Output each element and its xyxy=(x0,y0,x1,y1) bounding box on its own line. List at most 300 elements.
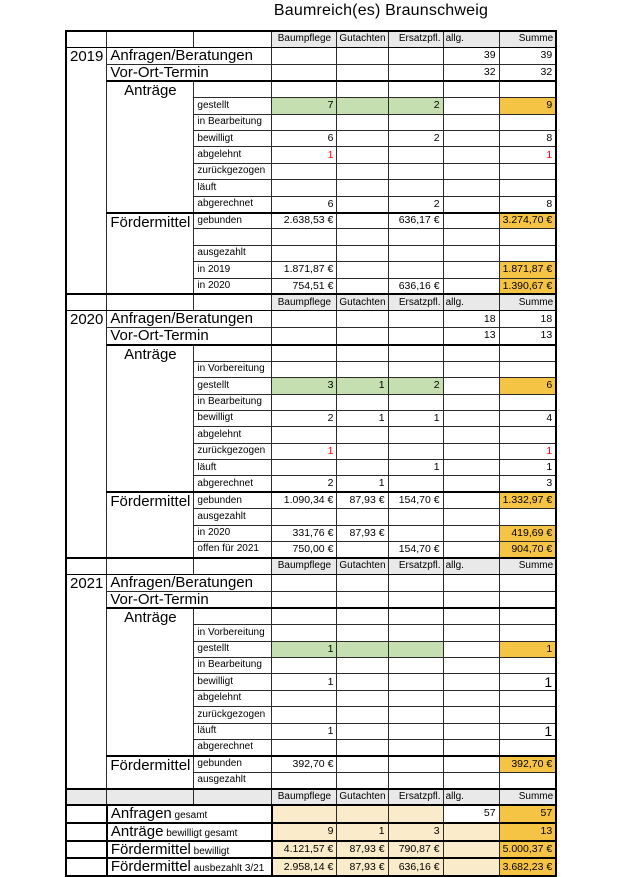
value-cell: 636,17 € xyxy=(388,213,443,229)
row-label: abgerechnet xyxy=(194,196,272,212)
value-cell xyxy=(443,690,499,706)
value-cell: 1 xyxy=(272,723,337,739)
value-cell: 1 xyxy=(499,460,556,476)
value-cell xyxy=(388,328,443,345)
column-header-gutachten: Gutachten xyxy=(337,558,388,574)
summary-label-main: Anfragen xyxy=(110,805,172,823)
report-table xyxy=(65,30,557,877)
value-cell xyxy=(443,443,499,459)
value-cell xyxy=(499,625,556,641)
value-cell xyxy=(337,114,388,130)
value-cell xyxy=(388,690,443,706)
value-cell: 750,00 € xyxy=(272,542,337,558)
value-cell xyxy=(499,574,556,591)
year-cell: 2020 xyxy=(66,311,107,558)
value-cell xyxy=(337,658,388,674)
value-cell xyxy=(443,574,499,591)
value-cell xyxy=(443,163,499,179)
value-cell xyxy=(272,658,337,674)
foerdermittel-block-label: Fördermittel xyxy=(107,756,194,789)
value-cell: 3 xyxy=(388,823,443,841)
value-cell: 4.121,57 € xyxy=(272,841,337,859)
value-cell: 1 xyxy=(272,147,337,163)
value-cell: 154,70 € xyxy=(388,492,443,508)
page-title: Baumreich(es) Braunschweig xyxy=(273,2,489,19)
value-cell: 392,70 € xyxy=(272,756,337,772)
row-label xyxy=(194,345,272,361)
value-cell: 87,93 € xyxy=(337,858,388,876)
value-cell xyxy=(499,739,556,755)
value-cell: 1 xyxy=(499,674,556,690)
value-cell xyxy=(388,591,443,608)
value-cell xyxy=(499,427,556,443)
value-cell xyxy=(388,245,443,261)
column-header-allg: allg. xyxy=(443,789,499,805)
value-cell xyxy=(337,805,388,823)
value-cell xyxy=(388,64,443,81)
year-cell: 2019 xyxy=(66,47,107,294)
value-cell: 1 xyxy=(499,147,556,163)
value-cell xyxy=(388,427,443,443)
summary-row-label xyxy=(107,805,272,823)
value-cell xyxy=(443,147,499,163)
value-cell xyxy=(499,345,556,361)
row-label: abgerechnet xyxy=(194,739,272,755)
value-cell xyxy=(499,163,556,179)
value-cell xyxy=(443,674,499,690)
column-header-allg: allg. xyxy=(443,31,499,47)
value-cell xyxy=(388,625,443,641)
value-cell: 18 xyxy=(499,311,556,328)
row-label: gestellt xyxy=(194,641,272,657)
value-cell xyxy=(337,163,388,179)
value-cell xyxy=(443,591,499,608)
header-spacer xyxy=(194,294,272,310)
column-header-baumpflege: Baumpflege xyxy=(272,558,337,574)
value-cell xyxy=(443,114,499,130)
value-cell xyxy=(499,772,556,788)
value-cell xyxy=(443,81,499,97)
row-label: gebunden xyxy=(194,213,272,229)
value-cell xyxy=(443,641,499,657)
row-label: offen für 2021 xyxy=(194,542,272,558)
column-header-gutachten: Gutachten xyxy=(337,294,388,310)
row-label: in Vorbereitung xyxy=(194,361,272,377)
value-cell xyxy=(443,723,499,739)
row-label: ausgezahlt xyxy=(194,509,272,525)
column-header-ersatzpfl: Ersatzpfl. xyxy=(388,558,443,574)
value-cell xyxy=(499,81,556,97)
value-cell xyxy=(443,378,499,394)
value-cell xyxy=(337,98,388,114)
value-cell xyxy=(272,180,337,196)
column-header-ersatzpfl: Ersatzpfl. xyxy=(388,31,443,47)
value-cell: 754,51 € xyxy=(272,278,337,294)
section-row-label: Anfragen/Beratungen xyxy=(107,574,272,591)
section-row-label: Anfragen/Beratungen xyxy=(107,311,272,328)
value-cell xyxy=(388,262,443,278)
value-cell xyxy=(388,756,443,772)
row-label: läuft xyxy=(194,460,272,476)
value-cell xyxy=(337,591,388,608)
value-cell: 87,93 € xyxy=(337,841,388,859)
value-cell xyxy=(272,81,337,97)
antraege-block-label: Anträge xyxy=(107,81,194,212)
value-cell xyxy=(272,245,337,261)
value-cell xyxy=(499,658,556,674)
summary-label-main: Fördermittel xyxy=(110,840,191,858)
value-cell: 2.958,14 € xyxy=(272,858,337,876)
row-label: gestellt xyxy=(194,378,272,394)
value-cell xyxy=(499,690,556,706)
value-cell: 7 xyxy=(272,98,337,114)
foerdermittel-block-label: Fördermittel xyxy=(107,213,194,295)
value-cell xyxy=(443,345,499,361)
value-cell: 1.871,87 € xyxy=(272,262,337,278)
value-cell: 331,76 € xyxy=(272,525,337,541)
value-cell xyxy=(443,707,499,723)
value-cell: 2 xyxy=(388,196,443,212)
value-cell xyxy=(388,229,443,245)
value-cell xyxy=(337,361,388,377)
value-cell xyxy=(272,311,337,328)
value-cell: 1 xyxy=(388,410,443,426)
value-cell xyxy=(337,180,388,196)
value-cell xyxy=(272,509,337,525)
value-cell xyxy=(337,229,388,245)
row-label: gestellt xyxy=(194,98,272,114)
summary-spacer xyxy=(66,805,107,823)
summary-row-label xyxy=(107,841,272,859)
value-cell xyxy=(499,509,556,525)
value-cell xyxy=(388,114,443,130)
value-cell xyxy=(499,180,556,196)
summary-label-main: Anträge xyxy=(110,822,164,840)
value-cell xyxy=(337,64,388,81)
value-cell: 6 xyxy=(272,131,337,147)
value-cell: 1.871,87 € xyxy=(499,262,556,278)
value-cell: 904,70 € xyxy=(499,542,556,558)
value-cell xyxy=(337,147,388,163)
section-row-label: Vor-Ort-Termin xyxy=(107,328,272,345)
value-cell xyxy=(337,81,388,97)
value-cell xyxy=(443,262,499,278)
value-cell: 1 xyxy=(337,476,388,492)
column-header-ersatzpfl: Ersatzpfl. xyxy=(388,294,443,310)
row-label: in Bearbeitung xyxy=(194,658,272,674)
header-spacer xyxy=(66,294,107,310)
row-label: bewilligt xyxy=(194,131,272,147)
value-cell xyxy=(337,674,388,690)
section-row-label: Anfragen/Beratungen xyxy=(107,47,272,64)
value-cell: 39 xyxy=(443,47,499,64)
row-label: bewilligt xyxy=(194,410,272,426)
row-label: ausgezahlt xyxy=(194,245,272,261)
value-cell xyxy=(388,739,443,755)
value-cell xyxy=(272,772,337,788)
value-cell: 2 xyxy=(388,378,443,394)
value-cell xyxy=(443,525,499,541)
summary-spacer xyxy=(66,858,107,876)
value-cell xyxy=(337,723,388,739)
summary-row-label xyxy=(107,823,272,841)
row-label: abgelehnt xyxy=(194,427,272,443)
column-header-summe: Summe xyxy=(499,789,556,805)
row-label xyxy=(194,608,272,624)
value-cell xyxy=(388,509,443,525)
value-cell: 1 xyxy=(388,460,443,476)
value-cell xyxy=(443,245,499,261)
header-spacer xyxy=(194,789,272,805)
value-cell xyxy=(443,410,499,426)
value-cell xyxy=(388,47,443,64)
row-label: zurückgezogen xyxy=(194,163,272,179)
summary-spacer xyxy=(66,841,107,859)
row-label: abgelehnt xyxy=(194,147,272,163)
value-cell xyxy=(443,772,499,788)
column-header-baumpflege: Baumpflege xyxy=(272,31,337,47)
value-cell: 6 xyxy=(272,196,337,212)
column-header-allg: allg. xyxy=(443,558,499,574)
value-cell xyxy=(499,229,556,245)
column-header-gutachten: Gutachten xyxy=(337,31,388,47)
value-cell xyxy=(499,361,556,377)
value-cell xyxy=(443,625,499,641)
value-cell xyxy=(443,229,499,245)
value-cell xyxy=(337,707,388,723)
header-spacer xyxy=(194,558,272,574)
value-cell xyxy=(443,361,499,377)
value-cell xyxy=(388,163,443,179)
value-cell xyxy=(337,690,388,706)
value-cell: 1 xyxy=(337,378,388,394)
value-cell: 32 xyxy=(443,64,499,81)
value-cell: 2 xyxy=(272,410,337,426)
row-label: in 2020 xyxy=(194,278,272,294)
value-cell: 3 xyxy=(272,378,337,394)
value-cell xyxy=(337,311,388,328)
value-cell: 13 xyxy=(499,328,556,345)
value-cell: 9 xyxy=(499,98,556,114)
column-header-summe: Summe xyxy=(499,31,556,47)
value-cell: 1.090,34 € xyxy=(272,492,337,508)
value-cell xyxy=(499,608,556,624)
value-cell xyxy=(499,394,556,410)
value-cell xyxy=(337,460,388,476)
value-cell xyxy=(337,47,388,64)
value-cell: 1 xyxy=(499,443,556,459)
value-cell xyxy=(443,427,499,443)
value-cell xyxy=(272,163,337,179)
row-label xyxy=(194,81,272,97)
value-cell xyxy=(388,476,443,492)
value-cell xyxy=(443,823,499,841)
value-cell xyxy=(272,625,337,641)
value-cell xyxy=(337,196,388,212)
value-cell xyxy=(388,707,443,723)
value-cell xyxy=(499,707,556,723)
value-cell xyxy=(388,311,443,328)
row-label: läuft xyxy=(194,180,272,196)
value-cell xyxy=(337,443,388,459)
value-cell: 1 xyxy=(499,723,556,739)
value-cell xyxy=(388,147,443,163)
foerdermittel-block-label: Fördermittel xyxy=(107,492,194,558)
value-cell xyxy=(337,756,388,772)
summary-label-suffix: bewilligt gesamt xyxy=(163,827,238,839)
value-cell xyxy=(443,394,499,410)
value-cell xyxy=(337,213,388,229)
value-cell xyxy=(337,772,388,788)
header-spacer xyxy=(107,789,194,805)
value-cell xyxy=(337,427,388,443)
value-cell xyxy=(388,361,443,377)
value-cell xyxy=(388,658,443,674)
value-cell: 9 xyxy=(272,823,337,841)
value-cell xyxy=(443,542,499,558)
value-cell xyxy=(443,180,499,196)
value-cell: 8 xyxy=(499,131,556,147)
header-spacer xyxy=(107,294,194,310)
column-header-summe: Summe xyxy=(499,558,556,574)
summary-label-main: Fördermittel xyxy=(110,858,191,876)
row-label: ausgezahlt xyxy=(194,772,272,788)
value-cell: 1 xyxy=(337,410,388,426)
header-spacer xyxy=(66,31,107,47)
value-cell xyxy=(388,723,443,739)
value-cell: 3.274,70 € xyxy=(499,213,556,229)
value-cell xyxy=(272,47,337,64)
value-cell: 1 xyxy=(499,641,556,657)
value-cell: 154,70 € xyxy=(388,542,443,558)
value-cell xyxy=(499,114,556,130)
value-cell xyxy=(272,591,337,608)
value-cell: 392,70 € xyxy=(499,756,556,772)
column-header-allg: allg. xyxy=(443,294,499,310)
value-cell: 2 xyxy=(272,476,337,492)
value-cell: 32 xyxy=(499,64,556,81)
row-label: in 2019 xyxy=(194,262,272,278)
value-cell xyxy=(272,114,337,130)
value-cell: 5.000,37 € xyxy=(499,841,556,859)
row-label: gebunden xyxy=(194,492,272,508)
value-cell xyxy=(443,841,499,859)
value-cell xyxy=(443,658,499,674)
row-label: läuft xyxy=(194,723,272,739)
value-cell xyxy=(443,131,499,147)
value-cell xyxy=(337,394,388,410)
value-cell xyxy=(388,345,443,361)
value-cell xyxy=(337,739,388,755)
row-label: zurückgezogen xyxy=(194,707,272,723)
value-cell xyxy=(272,805,337,823)
value-cell: 6 xyxy=(499,378,556,394)
value-cell xyxy=(388,525,443,541)
summary-row-label xyxy=(107,858,272,876)
value-cell xyxy=(337,608,388,624)
value-cell xyxy=(272,460,337,476)
value-cell: 87,93 € xyxy=(337,525,388,541)
value-cell xyxy=(337,625,388,641)
value-cell xyxy=(443,278,499,294)
value-cell xyxy=(443,98,499,114)
value-cell xyxy=(337,245,388,261)
value-cell: 1 xyxy=(272,443,337,459)
value-cell xyxy=(388,81,443,97)
antraege-block-label: Anträge xyxy=(107,608,194,756)
value-cell xyxy=(499,591,556,608)
row-label: bewilligt xyxy=(194,674,272,690)
value-cell xyxy=(388,772,443,788)
value-cell xyxy=(388,443,443,459)
row-label: in 2020 xyxy=(194,525,272,541)
value-cell: 4 xyxy=(499,410,556,426)
value-cell: 419,69 € xyxy=(499,525,556,541)
value-cell: 1.390,67 € xyxy=(499,278,556,294)
value-cell xyxy=(337,641,388,657)
value-cell xyxy=(443,858,499,876)
value-cell xyxy=(337,328,388,345)
summary-label-suffix: ausbezahlt 3/21 xyxy=(190,863,265,875)
value-cell xyxy=(388,641,443,657)
value-cell xyxy=(443,196,499,212)
value-cell: 39 xyxy=(499,47,556,64)
value-cell xyxy=(388,805,443,823)
value-cell: 57 xyxy=(499,805,556,823)
section-row-label: Vor-Ort-Termin xyxy=(107,591,272,608)
summary-label-suffix: bewilligt xyxy=(190,845,230,857)
row-label: in Bearbeitung xyxy=(194,394,272,410)
value-cell: 57 xyxy=(443,805,499,823)
column-header-ersatzpfl: Ersatzpfl. xyxy=(388,789,443,805)
value-cell xyxy=(272,608,337,624)
value-cell: 18 xyxy=(443,311,499,328)
value-cell: 2 xyxy=(388,98,443,114)
value-cell: 790,87 € xyxy=(388,841,443,859)
column-header-summe: Summe xyxy=(499,294,556,310)
value-cell xyxy=(272,345,337,361)
value-cell xyxy=(388,574,443,591)
header-spacer xyxy=(107,558,194,574)
value-cell xyxy=(272,361,337,377)
value-cell: 1 xyxy=(337,823,388,841)
value-cell: 1 xyxy=(272,674,337,690)
value-cell xyxy=(337,262,388,278)
value-cell xyxy=(337,509,388,525)
header-spacer xyxy=(107,31,194,47)
column-header-baumpflege: Baumpflege xyxy=(272,789,337,805)
value-cell xyxy=(272,394,337,410)
value-cell xyxy=(443,460,499,476)
value-cell xyxy=(443,476,499,492)
value-cell: 3 xyxy=(499,476,556,492)
value-cell xyxy=(388,180,443,196)
column-header-baumpflege: Baumpflege xyxy=(272,294,337,310)
value-cell: 8 xyxy=(499,196,556,212)
value-cell: 636,16 € xyxy=(388,858,443,876)
row-label: abgelehnt xyxy=(194,690,272,706)
value-cell: 87,93 € xyxy=(337,492,388,508)
value-cell: 2.638,53 € xyxy=(272,213,337,229)
row-label: in Bearbeitung xyxy=(194,114,272,130)
value-cell: 636,16 € xyxy=(388,278,443,294)
value-cell xyxy=(388,674,443,690)
value-cell xyxy=(337,542,388,558)
value-cell xyxy=(272,328,337,345)
value-cell xyxy=(443,608,499,624)
value-cell: 1.332,97 € xyxy=(499,492,556,508)
row-label: abgerechnet xyxy=(194,476,272,492)
